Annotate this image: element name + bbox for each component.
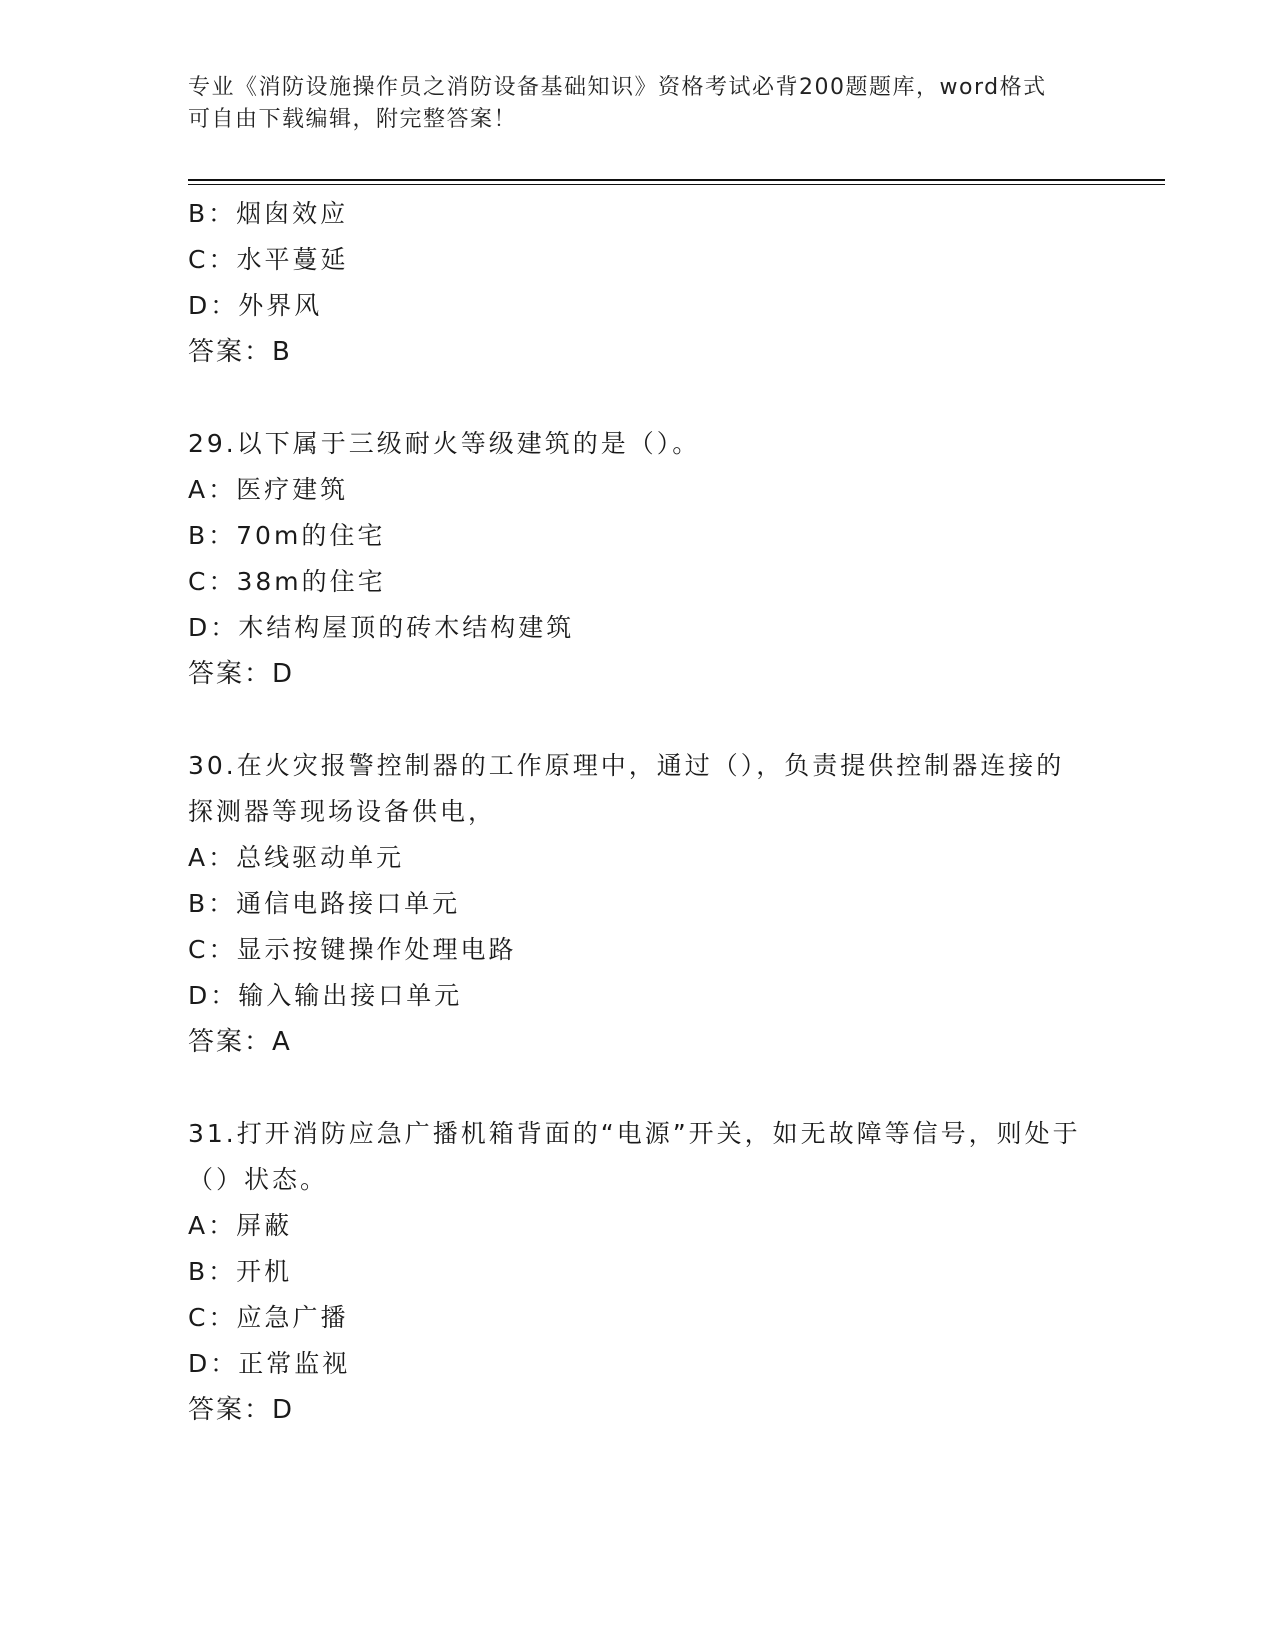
option-d: D：木结构屋顶的砖木结构建筑 <box>188 613 575 642</box>
answer-line: 答案：D <box>188 659 295 689</box>
header-divider-thick <box>188 179 1165 181</box>
option-d: D：正常监视 <box>188 1349 351 1378</box>
answer-line: 答案：D <box>188 1395 295 1425</box>
option-b: B：70m的住宅 <box>188 521 386 550</box>
option-b: B：通信电路接口单元 <box>188 889 461 918</box>
option-d: D：输入输出接口单元 <box>188 981 463 1010</box>
question-28-tail <box>188 191 1088 375</box>
option-d: D：外界风 <box>188 291 323 320</box>
document-header: 专业《消防设施操作员之消防设备基础知识》资格考试必背200题题库，word格式可自由下载编辑，附完整答案！ <box>188 75 1047 132</box>
question-content <box>188 191 1088 1433</box>
answer-line: 答案：A <box>188 1027 292 1057</box>
option-c: C：38m的住宅 <box>188 567 386 596</box>
header-divider-thin <box>188 184 1165 185</box>
question-stem: 29.以下属于三级耐火等级建筑的是（）。 <box>188 429 701 458</box>
question-31 <box>188 1111 1088 1433</box>
question-stem: 30.在火灾报警控制器的工作原理中，通过（），负责提供控制器连接的探测器等现场设备供电， <box>188 751 1065 826</box>
option-c: C：显示按键操作处理电路 <box>188 935 517 964</box>
option-b: B：烟囱效应 <box>188 199 349 228</box>
question-30 <box>188 743 1088 1065</box>
question-29 <box>188 421 1088 697</box>
option-c: C：水平蔓延 <box>188 245 349 274</box>
question-stem: 31.打开消防应急广播机箱背面的“电源”开关，如无故障等信号，则处于（）状态。 <box>188 1119 1081 1194</box>
option-a: A：总线驱动单元 <box>188 843 405 872</box>
option-a: A：医疗建筑 <box>188 475 349 504</box>
option-a: A：屏蔽 <box>188 1211 293 1240</box>
answer-line: 答案：B <box>188 337 292 367</box>
option-b: B：开机 <box>188 1257 293 1286</box>
option-c: C：应急广播 <box>188 1303 349 1332</box>
